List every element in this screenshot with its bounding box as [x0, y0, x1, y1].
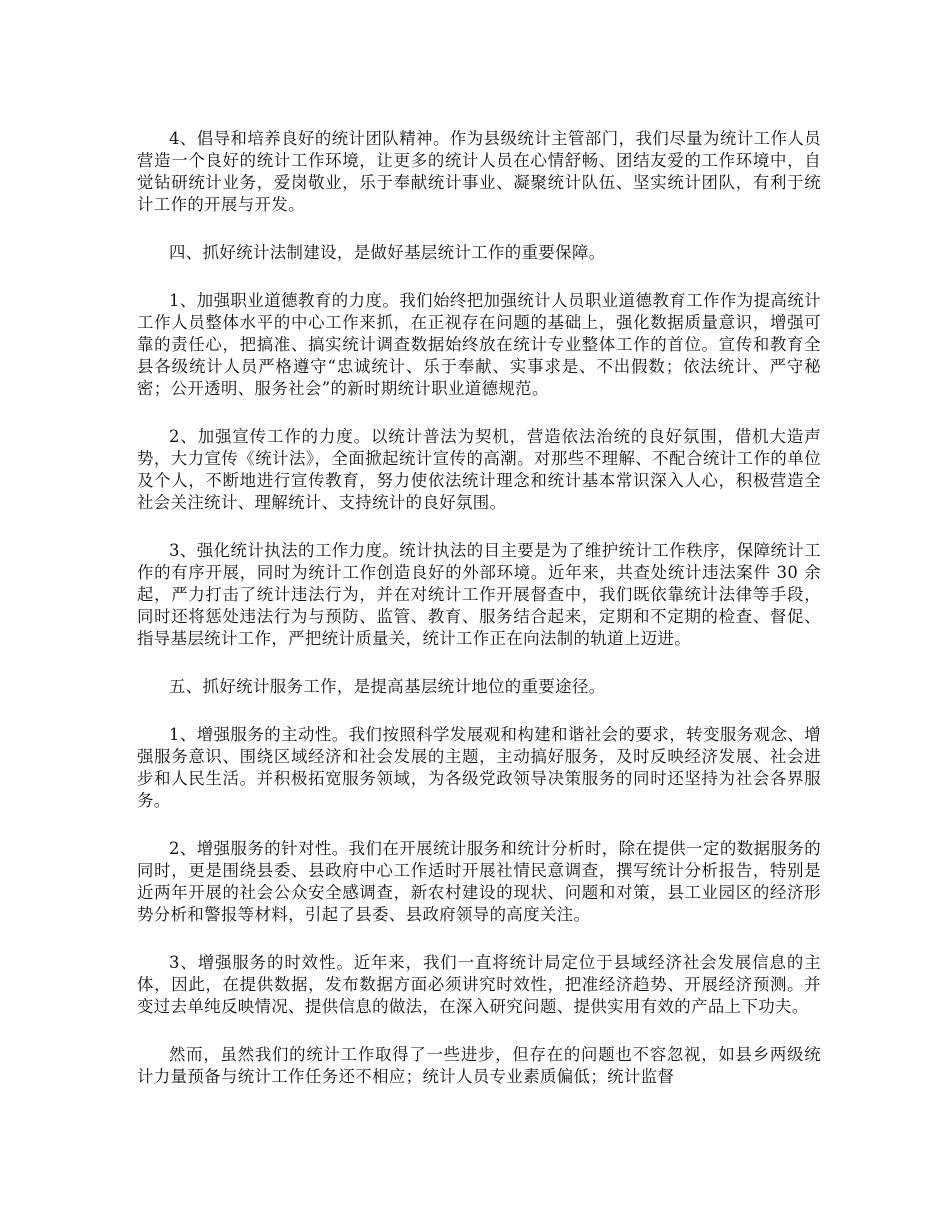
section-heading-legal-construction: 四、抓好统计法制建设，是做好基层统计工作的重要保障。 — [169, 243, 606, 262]
paragraph-team-spirit: 4、倡导和培养良好的统计团队精神。作为县级统计主管部门，我们尽量为统计工作人员营造一个良好的统计工作环境，让更多的统计人员在心情舒畅、团结友爱的工作环境中，自觉钻研统计业务，爱岗敬业，乐于奉献统计事业、凝聚统计队伍、坚实统计团队，有利于统计工作的开展与开发。 — [137, 129, 821, 214]
paragraph-publicity: 2、加强宣传工作的力度。以统计普法为契机，营造依法治统的良好氛围，借机大造声势，大力宣传《统计法》，全面掀起统计宣传的高潮。对那些不理解、不配合统计工作的单位及个人，不断地进行宣传教育，努力使依法统计理念和统计基本常识深入人心，积极营造全社会关注统计、理解统计、支持统计的良好氛围。 — [137, 427, 821, 512]
paragraph-existing-problems: 然而，虽然我们的统计工作取得了一些进步，但存在的问题也不容忽视，如县乡两级统计力量预备与统计工作任务还不相应；统计人员专业素质偏低；统计监督 — [137, 1045, 821, 1086]
paragraph-service-initiative: 1、增强服务的主动性。我们按照科学发展观和构建和谐社会的要求，转变服务观念、增强服务意识、围绕区域经济和社会发展的主题，主动搞好服务，及时反映经济发展、社会进步和人民生活。并积极拓宽服务领域，为各级党政领导决策服务的同时还坚持为社会各界服务。 — [137, 725, 821, 810]
document-body — [137, 128, 821, 1088]
section-heading-statistical-service: 五、抓好统计服务工作，是提高基层统计地位的重要途径。 — [169, 677, 606, 696]
paragraph-law-enforcement: 3、强化统计执法的工作力度。统计执法的目主要是为了维护统计工作秩序，保障统计工作的有序开展，同时为统计工作创造良好的外部环境。近年来，共查处统计违法案件 30 余起，严力打击了统计违法行为，并在对统计工作开展督查中，我们既依靠统计法律等手段，同时还将惩处违法行为与预防、监管、教育、服务结合起来，定期和不定期的检查、督促、指导基层统计工作，严把统计质量关，统计工作正在向法制的轨道上迈进。 — [137, 541, 821, 648]
paragraph-ethics-education: 1、加强职业道德教育的力度。我们始终把加强统计人员职业道德教育工作作为提高统计工作人员整体水平的中心工作来抓，在正视存在问题的基础上，强化数据质量意识，增强可靠的责任心，把搞准、搞实统计调查数据始终放在统计专业整体工作的首位。宣传和教育全县各级统计人员严格遵守“忠诚统计、乐于奉献、实事求是、不出假数；依法统计、严守秘密；公开透明、服务社会”的新时期统计职业道德规范。 — [137, 291, 821, 398]
paragraph-service-timeliness: 3、增强服务的时效性。近年来，我们一直将统计局定位于县域经济社会发展信息的主体，因此，在提供数据，发布数据方面必须讲究时效性，把准经济趋势、开展经济预测。并变过去单纯反映情况、提供信息的做法，在深入研究问题、提供实用有效的产品上下功夫。 — [137, 953, 821, 1016]
paragraph-service-pertinence: 2、增强服务的针对性。我们在开展统计服务和统计分析时，除在提供一定的数据服务的同时，更是围绕县委、县政府中心工作适时开展社情民意调查，撰写统计分析报告，特别是近两年开展的社会公众安全感调查，新农村建设的现状、问题和对策，县工业园区的经济形势分析和警报等材料，引起了县委、县政府领导的高度关注。 — [137, 839, 821, 924]
